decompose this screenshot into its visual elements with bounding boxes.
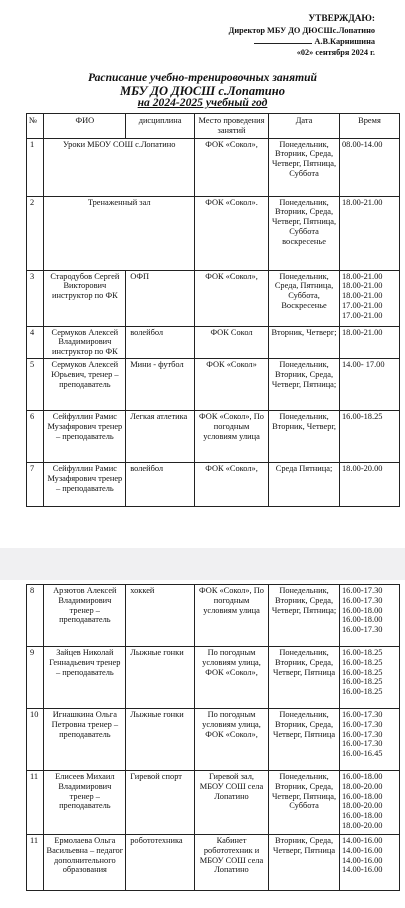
header-place: Место проведения занятий — [194, 114, 268, 139]
cell-num: 6 — [27, 410, 44, 462]
cell-num: 11 — [27, 835, 44, 891]
cell-discipline: ОФП — [126, 270, 195, 326]
cell-fio: Сейфуллин Рамис Музафярович тренер – преподаватель — [44, 462, 126, 506]
cell-place: По погодным условиям улица, ФОК «Сокол», — [194, 709, 268, 771]
cell-place: ФОК «Сокол» — [194, 358, 268, 410]
header-discipline: дисциплина — [126, 114, 195, 139]
cell-time: 14.00-16.00 14.00-16.00 14.00-16.00 14.00-16.00 — [339, 835, 399, 891]
cell-place: ФОК «Сокол», По погодным условиям улица — [194, 585, 268, 647]
cell-discipline: Легкая атлетика — [126, 410, 195, 462]
cell-discipline: робототехника — [126, 835, 195, 891]
cell-time: 18.00-21.00 — [339, 326, 399, 358]
cell-num: 2 — [27, 196, 44, 270]
cell-time: 16.00-18.25 16.00-18.25 16.00-18.25 16.00-18.25 16.00-18.25 — [339, 647, 399, 709]
cell-time: 18.00-21.00 18.00-21.00 18.00-21.00 17.00-21.00 17.00-21.00 — [339, 270, 399, 326]
cell-discipline: волейбол — [126, 462, 195, 506]
cell-date: Понедельник, Вторник, Среда, Четверг, Пятница, Суббота — [269, 771, 340, 835]
table-row — [27, 410, 400, 462]
title-line3: на 2024-2025 учебный год — [137, 96, 268, 109]
cell-date: Понедельник, Вторник, Среда, Четверг, Пятница — [269, 647, 340, 709]
cell-fio: Сейфуллин Рамис Музафярович тренер – преподаватель — [44, 410, 126, 462]
cell-num: 10 — [27, 709, 44, 771]
title-line1: Расписание учебно-тренировочных занятий — [87, 71, 318, 84]
cell-date: Понедельник, Вторник, Среда, Четверг, Пятница; — [269, 585, 340, 647]
table-row — [27, 326, 400, 358]
table-header-row — [27, 114, 400, 139]
cell-time: 16.00-18.25 — [339, 410, 399, 462]
table-row — [27, 462, 400, 506]
cell-num: 4 — [27, 326, 44, 358]
table-row — [27, 138, 400, 196]
cell-date: Понедельник, Среда, Пятница, Суббота, Воскресенье — [269, 270, 340, 326]
cell-fio: Арзютов Алексей Владимирович тренер – преподаватель — [44, 585, 126, 647]
header-fio: ФИО — [44, 114, 126, 139]
table-row — [27, 835, 400, 891]
cell-time: 14.00- 17.00 — [339, 358, 399, 410]
cell-date: Понедельник, Вторник, Среда, Четверг, Пятница, Суббота — [269, 138, 340, 196]
cell-time: 16.00-17.30 16.00-17.30 16.00-17.30 16.00-17.30 16.00-16.45 — [339, 709, 399, 771]
cell-num: 7 — [27, 462, 44, 506]
cell-discipline: Мини - футбол — [126, 358, 195, 410]
table-row — [27, 585, 400, 647]
schedule-table — [26, 113, 400, 507]
cell-place: Гиревой зал, МБОУ СОШ села Лопатино — [194, 771, 268, 835]
cell-time: 16.00-18.00 18.00-20.00 16.00-18.00 18.00-20.00 16.00-18.00 18.00-20.00 — [339, 771, 399, 835]
cell-discipline: Лыжные гонки — [126, 647, 195, 709]
page-gap — [0, 548, 405, 580]
cell-time: 16.00-17.30 16.00-17.30 16.00-18.00 16.00-18.00 16.00-17.30 — [339, 585, 399, 647]
cell-fio: Зайцев Николай Геннадьевич тренер – преподаватель — [44, 647, 126, 709]
table-row — [27, 709, 400, 771]
cell-place: ФОК Сокол — [194, 326, 268, 358]
cell-date: Вторник, Четверг; — [269, 326, 340, 358]
cell-span: Уроки МБОУ СОШ с.Лопатино — [44, 138, 195, 196]
approval-signature — [175, 36, 375, 47]
cell-discipline: хоккей — [126, 585, 195, 647]
table-row — [27, 358, 400, 410]
signature-name: А.В.Карнишина — [314, 37, 375, 46]
cell-date: Среда Пятница; — [269, 462, 340, 506]
approval-heading: УТВЕРЖДАЮ: — [308, 14, 375, 24]
approval-director: Директор МБУ ДО ДЮСШс.Лопатино — [228, 26, 375, 35]
cell-discipline: Гиревой спорт — [126, 771, 195, 835]
cell-place: ФОК «Сокол», — [194, 270, 268, 326]
cell-num: 9 — [27, 647, 44, 709]
cell-discipline: волейбол — [126, 326, 195, 358]
header-num: № — [27, 114, 44, 139]
cell-time: 18.00-20.00 — [339, 462, 399, 506]
cell-place: ФОК «Сокол», — [194, 462, 268, 506]
cell-fio: Игнашкина Ольга Петровна тренер – преподаватель — [44, 709, 126, 771]
cell-discipline: Лыжные гонки — [126, 709, 195, 771]
table-row — [27, 270, 400, 326]
cell-num: 5 — [27, 358, 44, 410]
table-row — [27, 647, 400, 709]
table-row — [27, 771, 400, 835]
cell-place: ФОК «Сокол», — [194, 138, 268, 196]
cell-date: Понедельник, Вторник, Среда, Четверг, Пятница; — [269, 358, 340, 410]
cell-date: Вторник, Среда, Четверг, Пятница — [269, 835, 340, 891]
table-row — [27, 196, 400, 270]
title-line2: МБУ ДО ДЮСШ с.Лопатино — [120, 83, 285, 98]
signature-line — [254, 43, 312, 44]
cell-num: 3 — [27, 270, 44, 326]
cell-num: 11 — [27, 771, 44, 835]
cell-fio: Сермуков Алексей Юрьевич, тренер – преподаватель — [44, 358, 126, 410]
document-title — [0, 72, 405, 110]
cell-place: Кабинет робототехник и МБОУ СОШ села Лопатино — [194, 835, 268, 891]
cell-place: ФОК «Сокол», По погодным условиям улица — [194, 410, 268, 462]
cell-fio: Стародубов Сергей Викторович инструктор по ФК — [44, 270, 126, 326]
cell-date: Понедельник, Вторник, Четверг, — [269, 410, 340, 462]
approval-date: «02» сентября 2024 г. — [296, 48, 375, 57]
cell-date: Понедельник, Вторник, Среда, Четверг, Пятница — [269, 709, 340, 771]
cell-fio: Сермуков Алексей Владимирович инструктор по ФК — [44, 326, 126, 358]
cell-fio: Елисеев Михаил Владимирович тренер – преподаватель — [44, 771, 126, 835]
header-date: Дата — [269, 114, 340, 139]
schedule-table-continued — [26, 584, 400, 891]
cell-time: 08.00-14.00 — [339, 138, 399, 196]
cell-place: ФОК «Сокол». — [194, 196, 268, 270]
header-time: Время — [339, 114, 399, 139]
cell-place: По погодным условиям улица, ФОК «Сокол», — [194, 647, 268, 709]
cell-num: 8 — [27, 585, 44, 647]
cell-time: 18.00-21.00 — [339, 196, 399, 270]
approval-block — [175, 14, 375, 58]
cell-span: Тренаженный зал — [44, 196, 195, 270]
cell-num: 1 — [27, 138, 44, 196]
cell-date: Понедельник, Вторник, Среда, Четверг, Пятница, Суббота воскресенье — [269, 196, 340, 270]
cell-fio: Ермолаева Ольга Васильевна – педагог дополнительного образования — [44, 835, 126, 891]
